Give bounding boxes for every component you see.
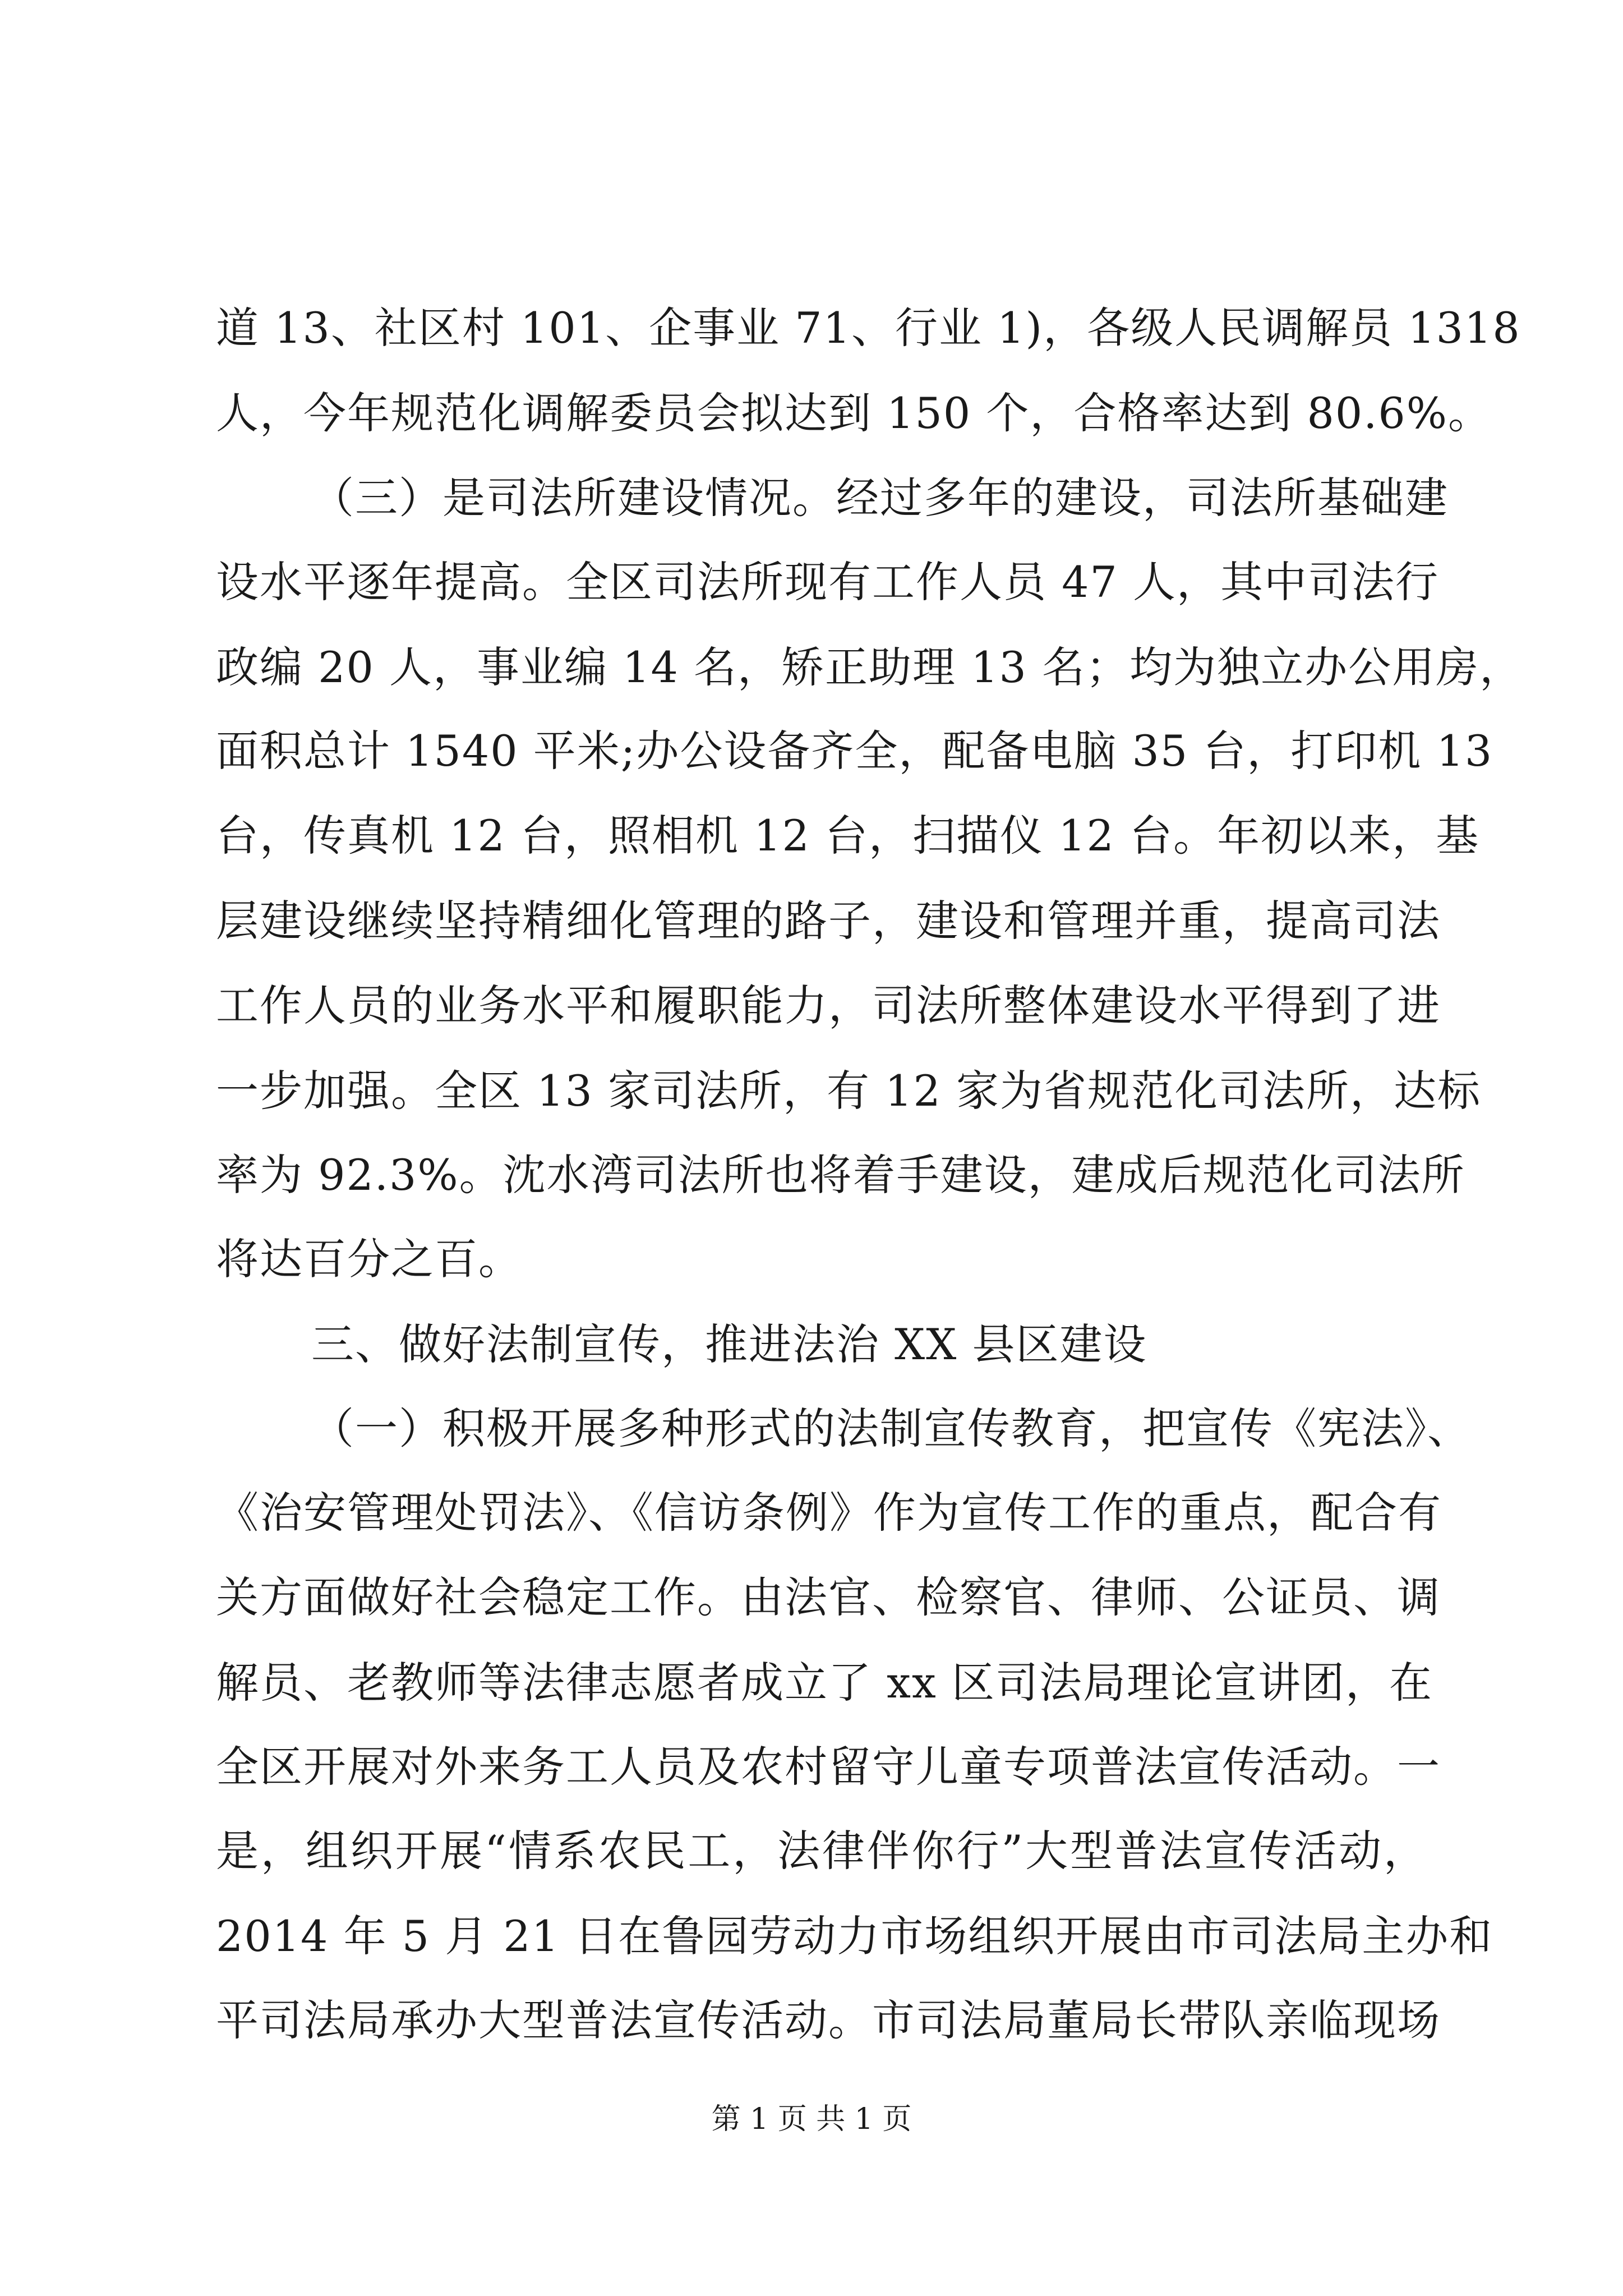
body-text-line: 台，传真机 12 台，照相机 12 台，扫描仪 12 台。年初以来，基 <box>216 811 1480 861</box>
body-text-line: 层建设继续坚持精细化管理的路子，建设和管理并重，提高司法 <box>216 896 1441 946</box>
section-heading-line: 三、做好法制宣传，推进法治 XX 县区建设 <box>311 1319 1147 1369</box>
body-text-line: 率为 92.3%。沈水湾司法所也将着手建设，建成后规范化司法所 <box>216 1150 1465 1200</box>
section-heading-line: （三）是司法所建设情况。经过多年的建设，司法所基础建 <box>311 473 1449 523</box>
body-text-line: 2014 年 5 月 21 日在鲁园劳动力市场组织开展由市司法局主办和 <box>216 1911 1493 1961</box>
body-text-line: 平司法局承办大型普法宣传活动。市司法局董局长带队亲临现场 <box>216 1995 1441 2045</box>
body-text-line: 是，组织开展“情系农民工，法律伴你行”大型普法宣传活动， <box>216 1826 1427 1876</box>
body-text-line: 设水平逐年提高。全区司法所现有工作人员 47 人，其中司法行 <box>216 557 1440 607</box>
body-text-line: 解员、老教师等法律志愿者成立了 xx 区司法局理论宣讲团，在 <box>216 1658 1433 1708</box>
body-text-line: 将达百分之百。 <box>216 1234 522 1284</box>
body-text-line: 全区开展对外来务工人员及农村留守儿童专项普法宣传活动。一 <box>216 1742 1441 1792</box>
subsection-heading-line: （一）积极开展多种形式的法制宣传教育，把宣传《宪法》、 <box>311 1404 1471 1453</box>
body-text-line: 一步加强。全区 13 家司法所，有 12 家为省规范化司法所，达标 <box>216 1066 1482 1116</box>
body-text-line: 政编 20 人，事业编 14 名，矫正助理 13 名；均为独立办公用房， <box>216 642 1524 692</box>
body-text-line: 道 13、社区村 101、企事业 71、行业 1)，各级人民调解员 1318 <box>216 303 1521 353</box>
body-text-line: 人，今年规范化调解委员会拟达到 150 个，合格率达到 80.6%。 <box>216 388 1492 438</box>
body-text-line: 《治安管理处罚法》、《信访条例》作为宣传工作的重点，配合有 <box>216 1488 1442 1538</box>
body-text-line: 关方面做好社会稳定工作。由法官、检察官、律师、公证员、调 <box>216 1572 1441 1622</box>
body-text-line: 面积总计 1540 平米;办公设备齐全，配备电脑 35 台，打印机 13 <box>216 726 1493 776</box>
body-text-line: 工作人员的业务水平和履职能力，司法所整体建设水平得到了进 <box>216 981 1441 1030</box>
page-number-footer: 第 1 页 共 1 页 <box>711 2102 912 2136</box>
